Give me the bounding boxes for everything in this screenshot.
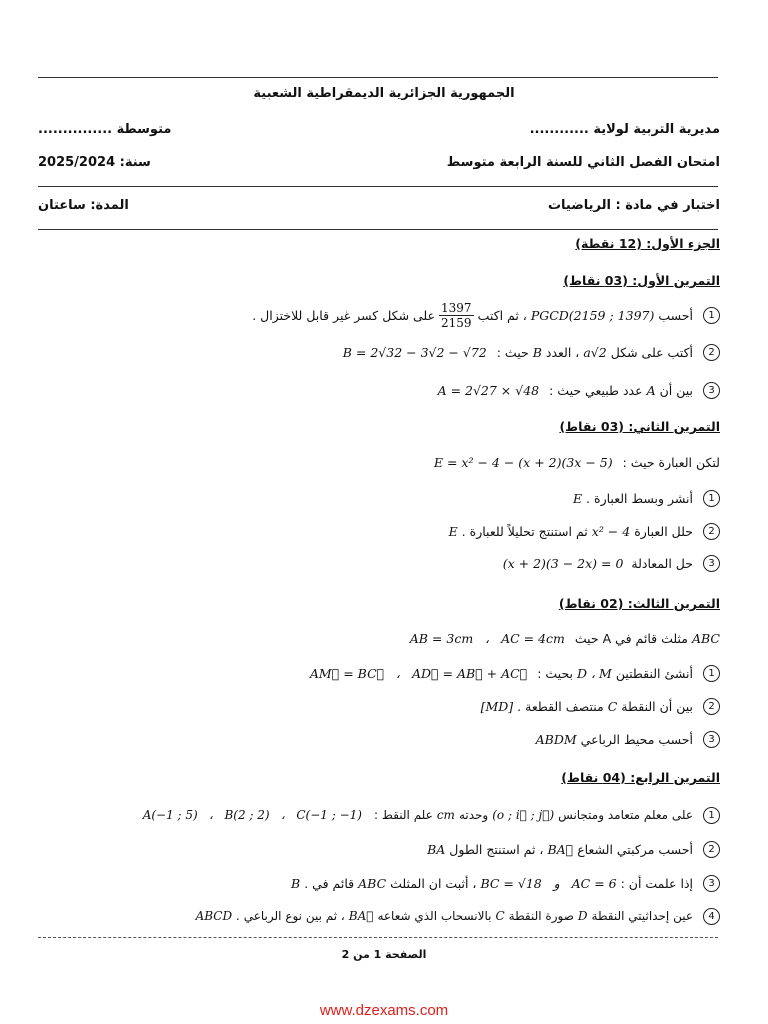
ex4-q2-math-2: BA	[427, 841, 446, 857]
duration: المدة: ساعتان	[38, 197, 129, 213]
republic-title: الجمهورية الجزائرية الديمقراطية الشعبية	[253, 86, 515, 101]
ex2-intro	[40, 452, 720, 472]
ex4-q4-text-mid: صورة النقطة	[508, 909, 574, 923]
number-3-icon: 3	[703, 555, 720, 572]
ex1-title: التمرين الأول: (03 نقاط)	[563, 273, 720, 288]
ex2-intro-text: لتكن العبارة حيث :	[622, 454, 720, 470]
ex3-q1-text-post: بحيث :	[537, 665, 573, 681]
ex4-q1	[40, 804, 720, 826]
fraction-numerator: 1397	[441, 300, 472, 315]
ex1-q1-math: PGCD(2159 ; 1397)	[530, 307, 655, 323]
ex2-expression: E = x² − 4 − (x + 2)(3x − 5)	[433, 454, 613, 470]
ex4-q1-unit: cm	[436, 808, 455, 822]
number-4-icon: 4	[703, 908, 720, 925]
ex1-q3-text-pre: بين أن	[659, 382, 693, 398]
ex3-title: التمرين الثالث: (02 نقاط)	[558, 596, 720, 611]
ex1-q3-expression: A = 2√27 × √48	[437, 382, 540, 398]
number-2-icon: 2	[703, 344, 720, 361]
page-number: الصفحة 1 من 2	[341, 948, 427, 961]
ex3-q2	[40, 696, 720, 716]
ex1-q2-text-post: حيث :	[496, 344, 529, 360]
ex4-q2	[40, 838, 720, 860]
source-url[interactable]: www.dzexams.com	[319, 1002, 449, 1019]
top-rule	[38, 77, 718, 78]
school: متوسطة ...............	[38, 121, 172, 137]
ex1-q2-math-2: B	[532, 344, 542, 360]
ex4-q4-math: D	[577, 909, 588, 923]
ex1-q1-text-pre: أحسب	[658, 307, 693, 323]
ex3-q3-math: ABDM	[535, 731, 577, 747]
ex2-q3-text: حل المعادلة	[631, 555, 693, 571]
ex1-q3-math: A	[646, 382, 656, 398]
number-1-icon: 1	[703, 307, 720, 324]
subject-rule	[38, 229, 718, 230]
ex4-q3-math: ABC	[358, 875, 387, 891]
ex2-q2-text-post: ثم استنتج تحليلاً للعبارة	[469, 523, 588, 539]
ex4-q4-text-post: ، ثم بين نوع الرباعي	[243, 909, 345, 923]
ex1-q1-text-post: على شكل كسر غير قابل للاختزال .	[252, 307, 436, 323]
ex1-q2-expression: B = 2√32 − 3√2 − √72	[342, 344, 487, 360]
header-row-1	[38, 118, 720, 140]
fraction	[439, 301, 474, 330]
ex3-intro-text: مثلث قائم في A حيث	[574, 630, 688, 646]
ex3-q1-text-pre: أنشئ النقطتين	[615, 665, 693, 681]
fraction-denominator: 2159	[441, 315, 472, 330]
ex4-q1-text-pre: على معلم متعامد ومتجانس	[558, 808, 693, 822]
ex4-q3-math-2: B .	[291, 875, 309, 891]
ex4-q3-expression: BC = √18 و AC = 6	[480, 875, 617, 891]
ex3-intro-expression: AB = 3cm ، AC = 4cm	[409, 630, 565, 646]
ex1-q3	[40, 380, 720, 400]
ex1-q2-math-1: a√2	[583, 344, 607, 360]
number-2-icon: 2	[703, 698, 720, 715]
ex4-q2-text-pre: أحسب مركبتي الشعاع	[577, 841, 693, 857]
ex3-q1	[40, 662, 720, 684]
ex2-q2-math-2: E .	[448, 523, 466, 539]
number-2-icon: 2	[703, 841, 720, 858]
ex3-q2-text-post: منتصف القطعة	[525, 698, 604, 714]
number-1-icon: 1	[703, 490, 720, 507]
ex4-q3-text-post: ، أثبت ان المثلث	[390, 875, 477, 891]
header-row-3	[38, 194, 720, 216]
ex4-q4-vector: BA⃗	[348, 909, 374, 923]
ex2-q1-math: E .	[572, 490, 591, 506]
school-year: سنة: 2025/2024	[38, 154, 151, 170]
directorate: مديرية التربية لولاية ............	[529, 121, 720, 137]
ex2-q3-equation: (x + 2)(3 − 2x) = 0	[502, 555, 624, 571]
ex3-q1-math: D ، M	[577, 665, 612, 681]
ex3-q2-math-2: [MD] .	[480, 698, 522, 714]
ex3-q1-vectors: AM⃗ = BC⃗ ، AD⃗ = AB⃗ + AC⃗	[309, 665, 528, 681]
ex1-q2	[40, 342, 720, 362]
ex3-intro-math: ABC	[691, 630, 720, 646]
ex2-q1-text: أنشر وبسط العبارة	[594, 490, 693, 506]
ex4-q4	[40, 905, 720, 927]
number-3-icon: 3	[703, 731, 720, 748]
ex1-q2-text-mid: ، العدد	[545, 344, 580, 360]
ex4-q1-frame: (o ; i⃗ ; j⃗)	[492, 808, 555, 822]
exam-title: امتحان الفصل الثاني للسنة الرابعة متوسط	[446, 154, 720, 170]
ex2-q2-text-pre: حلل العبارة	[634, 523, 693, 539]
ex4-q4-text-mid-2: بالانسحاب الذي شعاعه	[377, 909, 492, 923]
ex2-q3	[40, 553, 720, 573]
ex4-q1-points: A(−1 ; 5) ، B(2 ; 2) ، C(−1 ; −1)	[142, 808, 362, 822]
ex4-q3-text-pre: إذا علمت أن :	[620, 875, 693, 891]
ex4-q3-text-post-2: قائم في	[312, 875, 355, 891]
ex1-q1	[40, 300, 720, 330]
ex3-q3-text: أحسب محيط الرباعي	[580, 731, 693, 747]
header-row-2	[38, 151, 720, 173]
ex1-q3-text-post: عدد طبيعي حيث :	[549, 382, 643, 398]
ex3-q2-math: C	[607, 698, 618, 714]
number-1-icon: 1	[703, 665, 720, 682]
ex3-q3	[40, 729, 720, 749]
ex4-title: التمرين الرابع: (04 نقاط)	[561, 770, 720, 785]
ex3-q2-text-pre: بين أن النقطة	[621, 698, 693, 714]
number-3-icon: 3	[703, 382, 720, 399]
subject: اختبار في مادة : الرياضيات	[547, 197, 720, 213]
ex1-q2-text-pre: أكتب على شكل	[610, 344, 693, 360]
ex1-q1-text-mid: ، ثم اكتب	[477, 307, 527, 323]
ex2-q2	[40, 521, 720, 541]
ex2-title: التمرين الثاني: (03 نقاط)	[559, 419, 720, 434]
number-3-icon: 3	[703, 875, 720, 892]
part1-title: الجزء الأول: (12 نقطة)	[575, 236, 720, 251]
number-2-icon: 2	[703, 523, 720, 540]
ex2-q1	[40, 488, 720, 508]
ex4-q2-vector: BA⃗	[547, 841, 574, 857]
ex4-q4-math-4: ABCD .	[195, 909, 240, 923]
number-1-icon: 1	[703, 807, 720, 824]
ex4-q4-math-2: C	[495, 909, 505, 923]
ex4-q1-text-mid: وحدته	[458, 808, 489, 822]
ex4-q2-text-post: ، ثم استنتج الطول	[449, 841, 544, 857]
ex4-q1-text-post: علم النقط :	[373, 808, 433, 822]
ex3-intro	[40, 628, 720, 648]
ex2-q2-math: x² − 4	[591, 523, 631, 539]
footer-rule	[38, 937, 718, 938]
ex4-q3	[40, 872, 720, 894]
ex4-q4-text-pre: عين إحداثيتي النقطة	[591, 909, 693, 923]
header-rule	[38, 186, 718, 187]
